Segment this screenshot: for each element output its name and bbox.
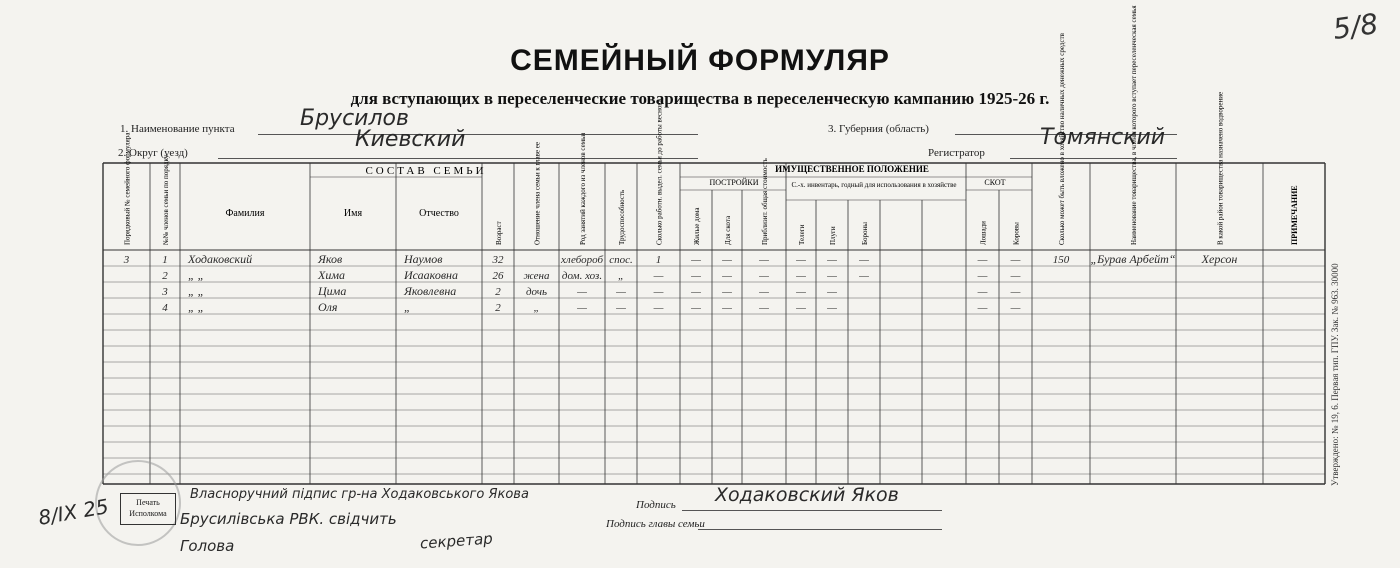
column-header: Коровы bbox=[1012, 222, 1021, 245]
column-header: Род занятий каждого из членов семьи bbox=[579, 132, 587, 245]
column-header: Приблизит. общая стоимость bbox=[761, 158, 769, 245]
column-header: Лошади bbox=[979, 221, 988, 245]
column-header: Для скота bbox=[724, 215, 732, 245]
table-cell: — bbox=[653, 270, 664, 282]
table-cell: — bbox=[653, 302, 664, 314]
printer-imprint: Утверждено: № 19, 6. Первая тип. ГПУ. Зак. № 963. 30000 bbox=[1330, 263, 1340, 486]
table-cell: — bbox=[977, 254, 988, 266]
table-cell: Ходаковский bbox=[188, 252, 253, 266]
column-header: Телеги bbox=[798, 224, 806, 245]
table-cell: — bbox=[859, 270, 869, 282]
page-number: 5/8 bbox=[1330, 7, 1381, 46]
column-header: ПРИМЕЧАНИЕ bbox=[1290, 185, 1299, 245]
column-header: Наименование товарищества, в члены которого вступает переселенческая семья bbox=[1130, 5, 1138, 245]
punkt-label: 1. Наименование пункта bbox=[120, 123, 235, 135]
group-header-sostav: СОСТАВ СЕМЬИ bbox=[365, 165, 487, 177]
group-header-buildings: ПОСТРОЙКИ bbox=[709, 178, 759, 187]
table-cell: 32 bbox=[492, 254, 504, 266]
column-header: Бороны bbox=[861, 222, 869, 245]
column-header: Сколько работн. выдел. семья до работы весною bbox=[655, 100, 664, 245]
table-cell: — bbox=[759, 270, 769, 282]
table-cell: Хима bbox=[318, 268, 345, 282]
table-cell: „ „ bbox=[188, 268, 205, 282]
column-header: Имя bbox=[343, 208, 363, 219]
column-header: Трудоспособность bbox=[618, 189, 626, 245]
table-cell: — bbox=[796, 302, 806, 314]
stamp-box bbox=[120, 493, 176, 525]
table-cell: Исааковна bbox=[404, 268, 458, 282]
table-cell: — bbox=[616, 302, 626, 314]
column-header: Сколько может быть вложено в хозяйство наличных денежных средств bbox=[1058, 33, 1066, 245]
table-cell: — bbox=[722, 302, 732, 314]
okrug-value: Киевский bbox=[355, 127, 466, 152]
column-header: Плуги bbox=[829, 226, 837, 245]
table-cell: дочь bbox=[525, 286, 548, 298]
table-cell: — bbox=[977, 302, 988, 314]
certification-line-2: Брусилівська РВК. свідчить bbox=[180, 510, 397, 528]
table-cell: „ bbox=[617, 270, 625, 282]
table-cell: Яков bbox=[318, 252, 343, 266]
table-cell: — bbox=[827, 254, 837, 266]
table-cell: — bbox=[827, 302, 837, 314]
column-header: №№ членов семьи по порядку bbox=[162, 154, 170, 245]
table-cell: — bbox=[653, 286, 664, 298]
table-cell: — bbox=[827, 270, 837, 282]
table-cell: „ „ bbox=[188, 284, 205, 298]
table-cell: — bbox=[977, 286, 988, 298]
table-cell: — bbox=[577, 302, 587, 314]
table-cell: — bbox=[1010, 254, 1021, 266]
table-cell: 2 bbox=[495, 302, 501, 314]
table-cell: 2 bbox=[495, 286, 501, 298]
table-cell: — bbox=[759, 286, 769, 298]
table-cell: — bbox=[759, 302, 769, 314]
table-cell: — bbox=[722, 254, 732, 266]
table-cell: „ „ bbox=[188, 300, 205, 314]
table-cell: 3 bbox=[162, 286, 168, 298]
table-cell: 3 bbox=[123, 254, 130, 266]
table-cell: — bbox=[1010, 302, 1021, 314]
table-cell: жена bbox=[523, 270, 550, 282]
table-cell: — bbox=[759, 254, 769, 266]
column-header: Фамилия bbox=[225, 208, 265, 219]
table-cell: спос. bbox=[609, 254, 633, 266]
certification-line-4: секретар bbox=[419, 529, 494, 553]
group-header-livestock: СКОТ bbox=[984, 178, 1006, 187]
table-cell: 1 bbox=[162, 254, 168, 266]
table-cell: 1 bbox=[655, 254, 662, 266]
table-cell: — bbox=[977, 270, 988, 282]
table-cell: Цима bbox=[318, 284, 347, 298]
table-cell: — bbox=[691, 254, 701, 266]
punkt-value: Брусилов bbox=[300, 106, 409, 131]
table-cell: Яковлевна bbox=[404, 284, 457, 298]
table-cell: — bbox=[691, 302, 701, 314]
family-head-signature-underline bbox=[698, 529, 942, 530]
table-cell: Наумов bbox=[404, 252, 443, 266]
table-cell: — bbox=[1010, 286, 1021, 298]
table-headers bbox=[124, 5, 1300, 245]
column-header: Жилые дома bbox=[693, 207, 701, 245]
table-cell: „ bbox=[533, 302, 540, 314]
signature-value: Ходаковский Яков bbox=[715, 484, 899, 506]
table-cell: Оля bbox=[318, 300, 338, 314]
table-cell: 4 bbox=[162, 302, 168, 314]
table-cell: — bbox=[1010, 270, 1021, 282]
table-cell: 26 bbox=[492, 270, 504, 282]
table-cell: — bbox=[722, 286, 732, 298]
table-cell: — bbox=[616, 286, 626, 298]
table-cell: „Бурав Арбейт“ bbox=[1090, 252, 1176, 266]
date-handwritten: 8/IX 25 bbox=[36, 494, 111, 530]
table-cell: — bbox=[859, 254, 869, 266]
family-head-signature-label: Подпись главы семьи bbox=[606, 518, 705, 530]
signature-underline bbox=[682, 510, 942, 511]
table-cell: — bbox=[691, 270, 701, 282]
table-cell: Херсон bbox=[1201, 252, 1238, 266]
table-cell: — bbox=[796, 254, 806, 266]
table-cell: — bbox=[827, 286, 837, 298]
table-cell: — bbox=[796, 270, 806, 282]
table-cell: — bbox=[796, 286, 806, 298]
column-header: Порядковый № семейного формуляра bbox=[123, 132, 132, 245]
group-header-property: ИМУЩЕСТВЕННОЕ ПОЛОЖЕНИЕ bbox=[775, 164, 929, 174]
document-subtitle: для вступающих в переселенческие товарищества в переселенческую кампанию 1925-26 г. bbox=[350, 89, 1050, 108]
table-cell: 2 bbox=[162, 270, 168, 282]
table-cell: — bbox=[691, 286, 701, 298]
table-cell: дом. хоз. bbox=[561, 270, 603, 282]
table-cell: 150 bbox=[1052, 254, 1070, 266]
column-header: В какой район товарищества назначено водворение bbox=[1216, 91, 1225, 245]
signature-label: Подпись bbox=[636, 499, 676, 511]
certification-line-1: Власноручний підпис гр-на Ходаковського Якова bbox=[190, 487, 529, 502]
stamp-label: Печать Исполкома bbox=[129, 498, 167, 518]
table-grid bbox=[103, 163, 1325, 484]
table-cell: хлебороб bbox=[561, 254, 603, 266]
group-header-inventory: С.-х. инвентарь, годный для использования в хозяйстве bbox=[791, 181, 957, 189]
certification-line-3: Голова bbox=[180, 537, 235, 555]
gubernia-label: 3. Губерния (область) bbox=[828, 123, 929, 135]
registrator-label: Регистратор bbox=[928, 147, 985, 159]
table-cell: — bbox=[722, 270, 732, 282]
document-title: СЕМЕЙНЫЙ ФОРМУЛЯР bbox=[510, 44, 890, 77]
table-cell: — bbox=[577, 286, 587, 298]
registrator-value: Томянский bbox=[1040, 125, 1166, 150]
table-cell: „ bbox=[404, 300, 411, 314]
column-header: Отчество bbox=[419, 208, 459, 219]
okrug-label: 2. Округ (уезд) bbox=[118, 147, 188, 159]
column-header: Возраст bbox=[495, 221, 503, 245]
column-header: Отношение члена семьи к главе ее bbox=[533, 142, 542, 245]
